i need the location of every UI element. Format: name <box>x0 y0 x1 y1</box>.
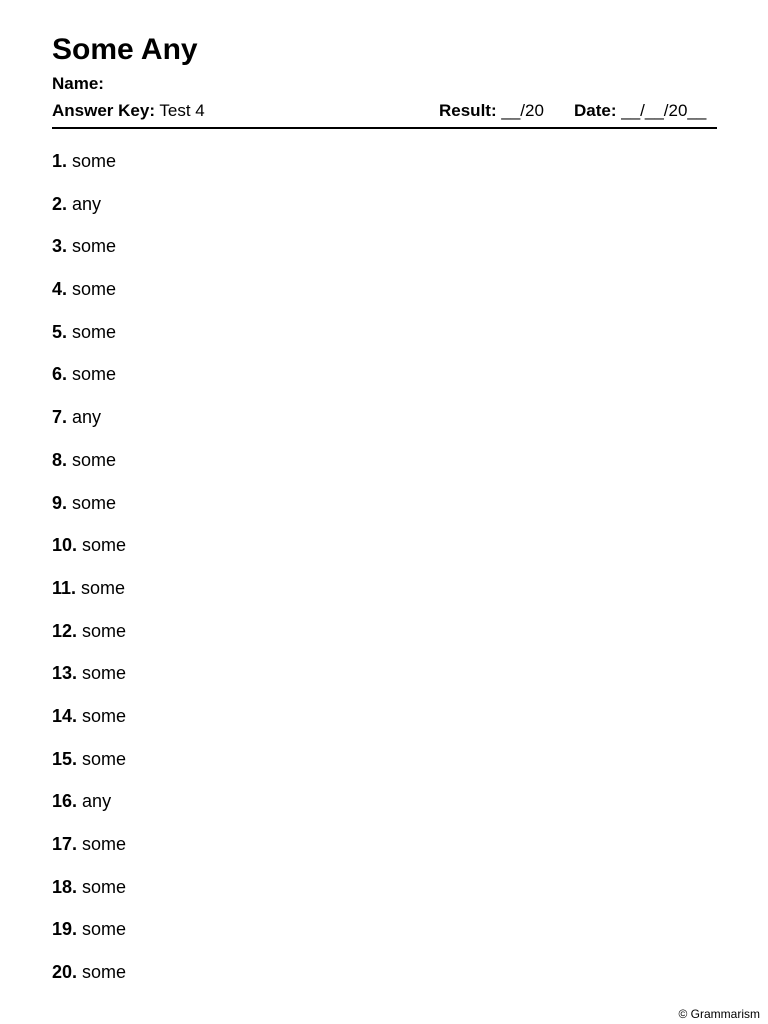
answer-number: 18. <box>52 876 78 897</box>
answer-number: 10. <box>52 535 78 556</box>
answer-item <box>52 705 126 748</box>
test-name: Test 4 <box>159 101 205 120</box>
answer-text: some <box>72 449 117 470</box>
answer-number: 2. <box>52 193 68 214</box>
answer-text: some <box>82 705 127 726</box>
answer-item <box>52 150 126 193</box>
answer-item <box>52 662 126 705</box>
answer-item <box>52 193 126 236</box>
answer-text: some <box>82 535 127 556</box>
answer-item <box>52 235 126 278</box>
result-info <box>439 100 544 122</box>
answer-number: 6. <box>52 364 68 385</box>
answer-text: some <box>82 962 127 983</box>
answer-number: 4. <box>52 279 68 300</box>
answer-text: some <box>72 279 117 300</box>
answer-key-label: Answer Key: <box>52 101 155 120</box>
answer-item <box>52 278 126 321</box>
answer-text: any <box>72 193 102 214</box>
answer-text: some <box>72 236 117 257</box>
answer-item <box>52 363 126 406</box>
copyright-footer: © Grammarism <box>678 1007 760 1021</box>
answer-item <box>52 833 126 876</box>
answer-number: 1. <box>52 151 68 171</box>
answer-number: 17. <box>52 834 78 854</box>
answer-text: some <box>82 748 127 769</box>
answer-text: any <box>72 407 102 428</box>
answer-number: 11. <box>52 577 77 598</box>
answer-number: 20. <box>52 962 78 983</box>
answer-item <box>52 406 126 449</box>
answer-number: 15. <box>52 748 78 769</box>
date-info <box>574 100 706 122</box>
answer-text: some <box>72 492 117 513</box>
answer-item <box>52 961 126 1004</box>
answer-text: some <box>72 151 117 171</box>
answer-item <box>52 577 126 620</box>
answer-number: 19. <box>52 919 78 940</box>
answer-number: 5. <box>52 321 68 342</box>
answer-item <box>52 534 126 577</box>
result-label: Result: <box>439 101 497 120</box>
answer-item <box>52 918 126 961</box>
answer-text: some <box>81 577 126 598</box>
answer-text: some <box>82 876 127 897</box>
answer-number: 12. <box>52 620 78 641</box>
answer-number: 14. <box>52 705 78 726</box>
answer-text: some <box>72 321 117 342</box>
answer-item <box>52 620 126 663</box>
answer-text: some <box>82 620 127 641</box>
answer-key-info <box>52 100 205 122</box>
answer-text: any <box>82 791 112 812</box>
worksheet-header <box>52 100 717 122</box>
answer-item <box>52 321 126 364</box>
answer-list <box>52 150 126 1004</box>
header-divider <box>52 127 717 129</box>
answer-item <box>52 449 126 492</box>
result-value: __/20 <box>501 101 544 120</box>
answer-text: some <box>82 834 127 854</box>
answer-number: 9. <box>52 492 68 513</box>
answer-item <box>52 876 126 919</box>
answer-number: 8. <box>52 449 68 470</box>
answer-item <box>52 790 126 833</box>
name-label: Name: <box>52 74 104 93</box>
answer-number: 13. <box>52 663 78 684</box>
answer-item <box>52 748 126 791</box>
answer-text: some <box>72 364 117 385</box>
answer-number: 16. <box>52 791 78 812</box>
answer-text: some <box>82 919 127 940</box>
answer-number: 3. <box>52 236 68 257</box>
answer-item <box>52 492 126 535</box>
answer-text: some <box>82 663 127 684</box>
date-label: Date: <box>574 101 617 120</box>
date-value: __/__/20__ <box>621 101 707 120</box>
answer-number: 7. <box>52 407 68 428</box>
page-title: Some Any <box>52 33 198 66</box>
